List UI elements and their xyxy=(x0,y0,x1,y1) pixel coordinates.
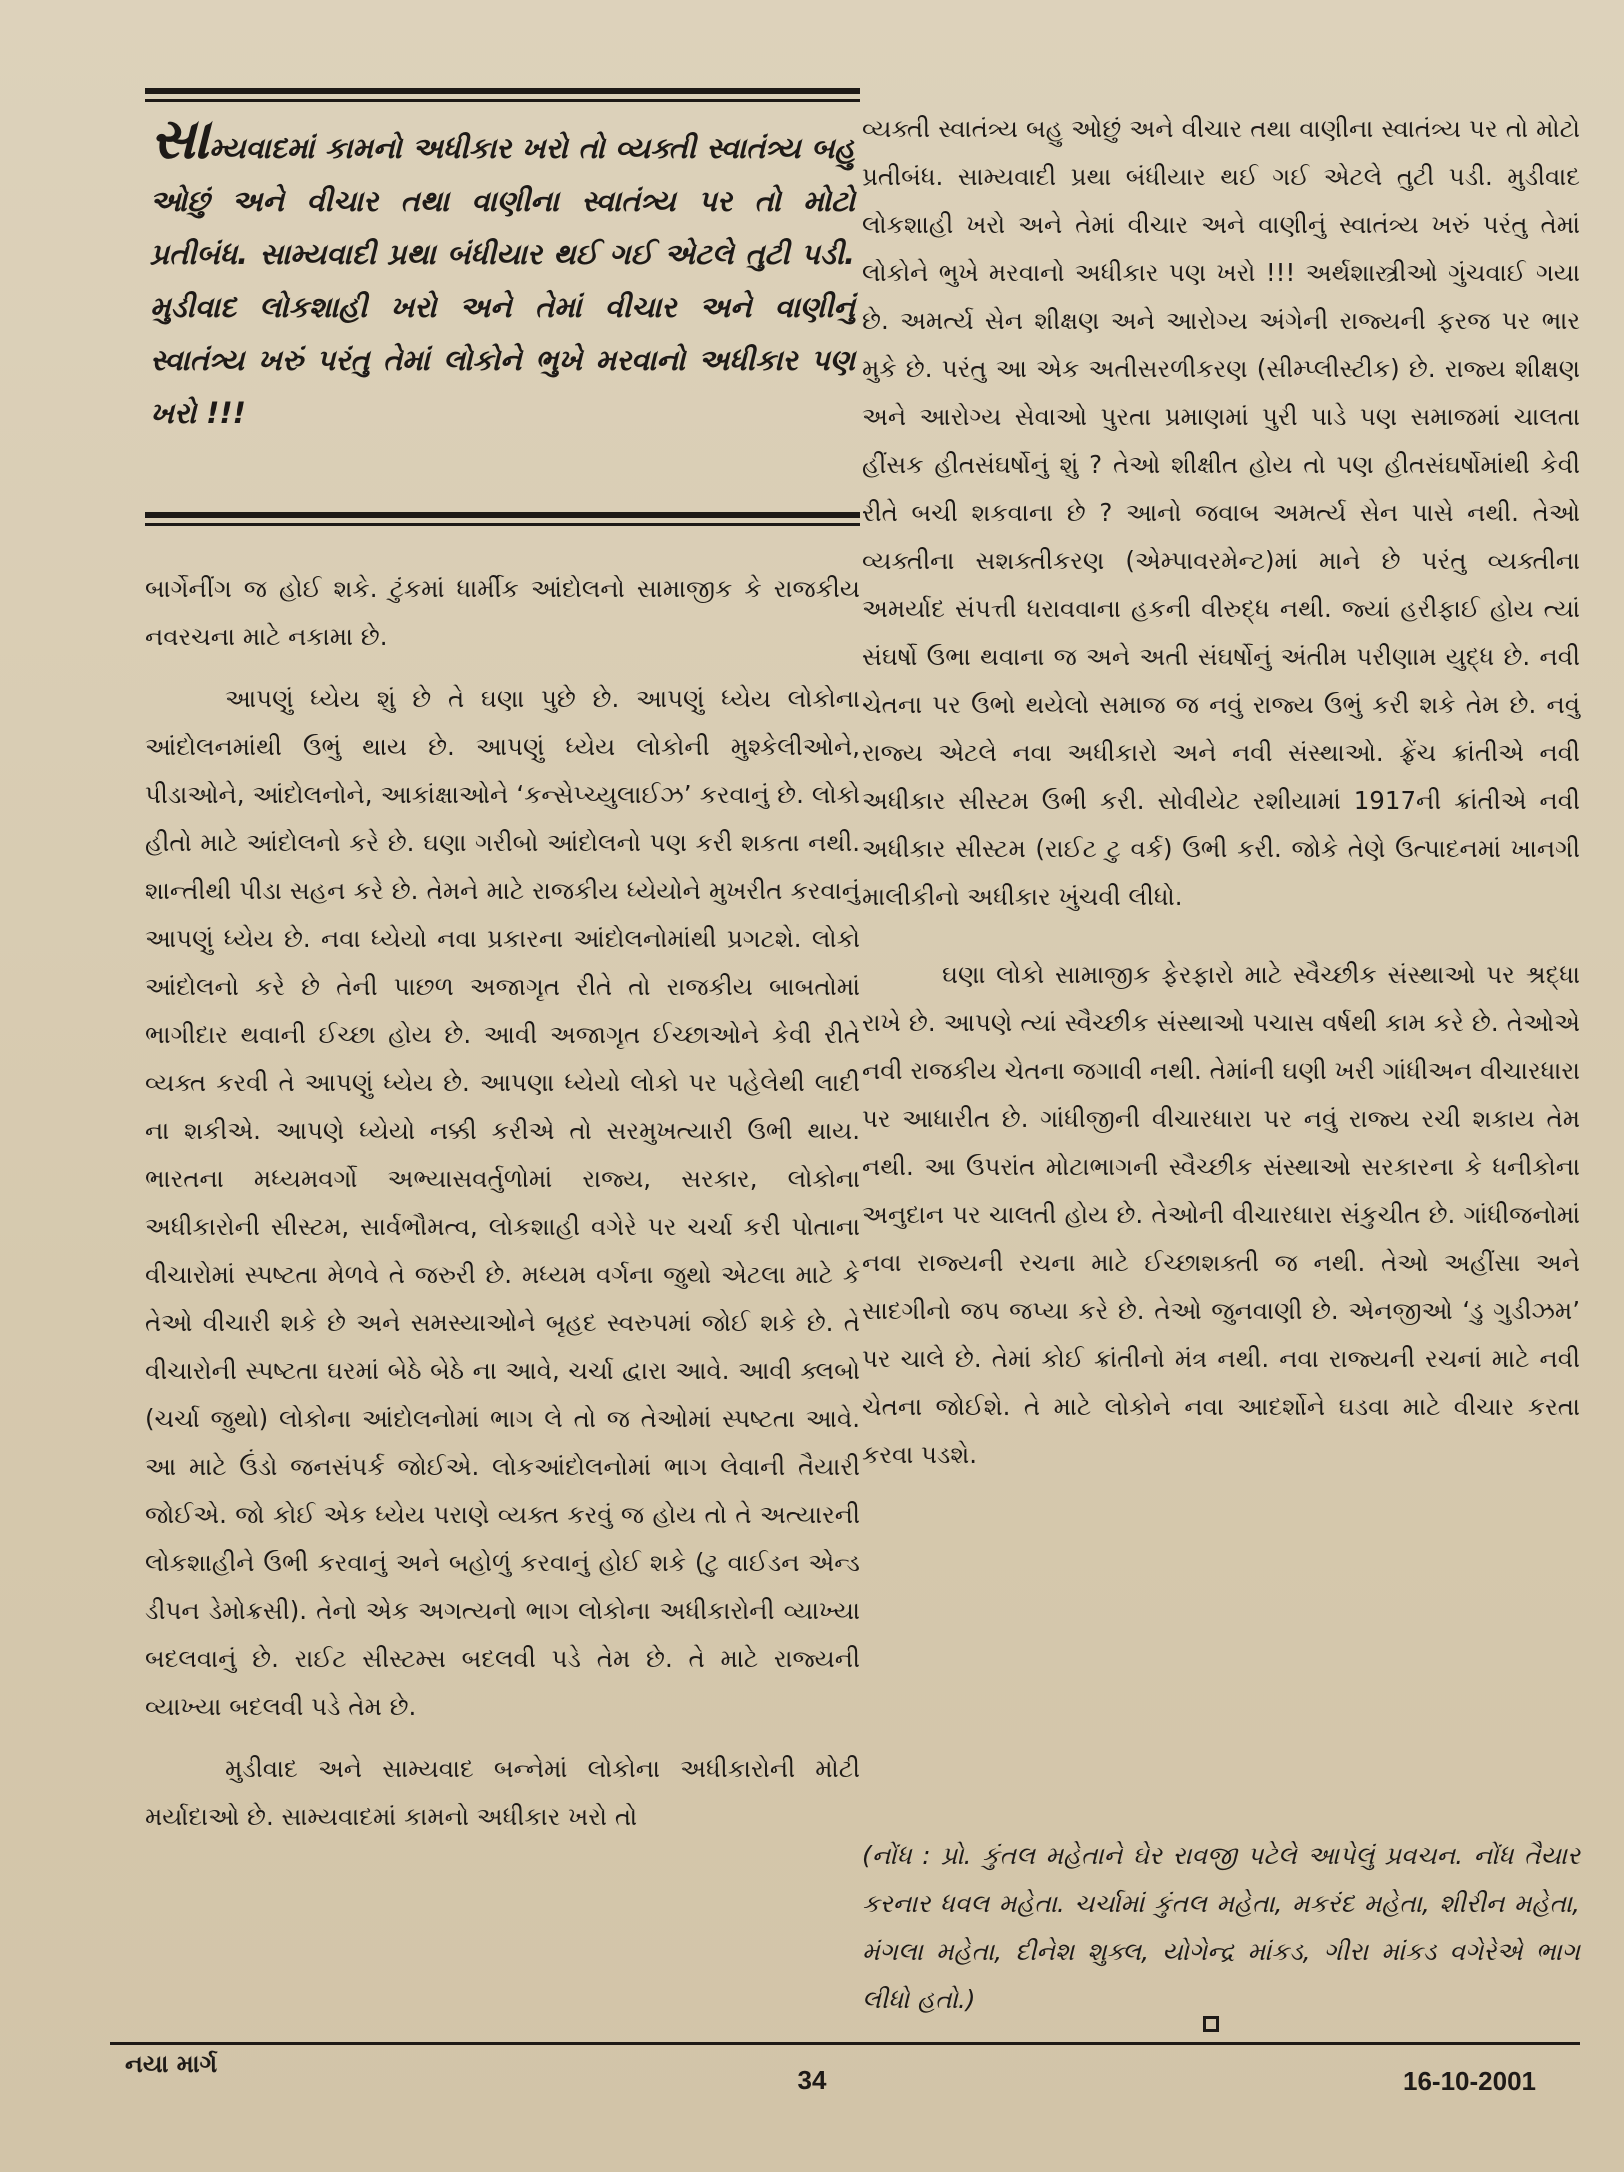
left-paragraph-1: બાર્ગેનીંગ જ હોઈ શકે. ટુંકમાં ધાર્મીક આંદોલનો સામાજીક કે રાજકીય નવરચના માટે નકામા છે. xyxy=(145,574,860,651)
left-paragraph-3: મુડીવાદ અને સામ્યવાદ બન્નેમાં લોકોના અધીકારોની મોટી મર્યાદાઓ છે. સામ્યવાદમાં કામનો અધીકાર ખરો તો xyxy=(145,1754,860,1831)
issue-date: 16-10-2001 xyxy=(1403,2066,1536,2096)
pull-quote-dropcap: સા xyxy=(150,107,210,172)
end-of-article-mark xyxy=(1203,2016,1219,2032)
publication-name: નયા માર્ગ xyxy=(125,2050,218,2078)
pull-quote xyxy=(150,107,855,440)
pull-quote-top-rule xyxy=(145,88,860,102)
footer-rule xyxy=(110,2042,1580,2045)
right-paragraph-1: વ્યક્તી સ્વાતંત્ર્ય બહુ ઓછું અને વીચાર તથા વાણીના સ્વાતંત્ર્ય પર તો મોટો પ્રતીબંધ. સામ્યવાદી પ્રથા બંધીયાર થઈ ગઈ એટલે તુટી પડી. મુડીવાદ લોકશાહી ખરો અને તેમાં વીચાર અને વાણીનું સ્વાતંત્ર્ય ખરું પરંતુ તેમાં લોકોને ભુખે મરવાનો અધીકાર પણ ખરો !!! અર્થશાસ્ત્રીઓ ગુંચવાઈ ગયા છે. અમર્ત્ય સેન શીક્ષણ અને આરોગ્ય અંગેની રાજ્યની ફરજ પર ભાર મુકે છે. પરંતુ આ એક અતીસરળીકરણ (સીમ્પ્લીસ્ટીક) છે. રાજ્ય શીક્ષણ અને આરોગ્ય સેવાઓ પુરતા પ્રમાણમાં પુરી પાડે પણ સમાજમાં ચાલતા હીંસક હીતસંઘર્ષોનું શું ? તેઓ શીક્ષીત હોય તો પણ હીતસંઘર્ષોમાંથી કેવી રીતે બચી શકવાના છે ? આનો જવાબ અમર્ત્ય સેન પાસે નથી. તેઓ વ્યક્તીના સશક્તીકરણ (એમ્પાવરમેન્ટ)માં માને છે પરંતુ વ્યક્તીના અમર્યાદ સંપત્તી ધરાવવાના હકની વીરુદ્ધ નથી. જ્યાં હરીફાઈ હોય ત્યાં સંઘર્ષો ઉભા થવાના જ અને અતી સંઘર્ષોનું અંતીમ પરીણામ યુદ્ધ છે. નવી ચેતના પર ઉભો થયેલો સમાજ જ નવું રાજ્ય ઉભું કરી શકે તેમ છે. નવું રાજ્ય એટલે નવા અધીકારો અને નવી સંસ્થાઓ. ફ્રેંચ ક્રાંતીએ નવી અધીકાર સીસ્ટમ ઉભી કરી. સોવીયેટ રશીયામાં 1917ની ક્રાંતીએ નવી અધીકાર સીસ્ટમ (રાઈટ ટુ વર્ક) ઉભી કરી. જોકે તેણે ઉત્પાદનમાં ખાનગી માલીકીનો અધીકાર ખુંચવી લીધો. xyxy=(862,114,1580,911)
right-column xyxy=(862,105,1580,1509)
left-paragraph-2: આપણું ધ્યેય શું છે તે ઘણા પુછે છે. આપણું ધ્યેય લોકોના આંદોલનમાંથી ઉભું થાય છે. આપણું ધ્યેય લોકોની મુશ્કેલીઓને, પીડાઓને, આંદોલનોને, આકાંક્ષાઓને ‘કન્સેપ્ચ્યુલાઈઝ’ કરવાનું છે. લોકો હીતો માટે આંદોલનો કરે છે. ઘણા ગરીબો આંદોલનો પણ કરી શકતા નથી. શાન્તીથી પીડા સહન કરે છે. તેમને માટે રાજકીય ધ્યેયોને મુખરીત કરવાનું આપણું ધ્યેય છે. નવા ધ્યેયો નવા પ્રકારના આંદોલનોમાંથી પ્રગટશે. લોકો આંદોલનો કરે છે તેની પાછળ અજાગૃત રીતે તો રાજકીય બાબતોમાં ભાગીદાર થવાની ઈચ્છા હોય છે. આવી અજાગૃત ઈચ્છાઓને કેવી રીતે વ્યક્ત કરવી તે આપણું ધ્યેય છે. આપણા ધ્યેયો લોકો પર પહેલેથી લાદી ના શકીએ. આપણે ધ્યેયો નક્કી કરીએ તો સરમુખત્યારી ઉભી થાય. ભારતના મધ્યમવર્ગો અભ્યાસવર્તુળોમાં રાજ્ય, સરકાર, લોકોના અધીકારોની સીસ્ટમ, સાર્વભૌમત્વ, લોકશાહી વગેરે પર ચર્ચા કરી પોતાના વીચારોમાં સ્પષ્ટતા મેળવે તે જરુરી છે. મધ્યમ વર્ગના જુથો એટલા માટે કે તેઓ વીચારી શકે છે અને સમસ્યાઓને બૃહદ સ્વરુપમાં જોઈ શકે છે. તે વીચારોની સ્પષ્ટતા ઘરમાં બેઠે બેઠે ના આવે, ચર્ચા દ્વારા આવે. આવી ક્લબો (ચર્ચા જુથો) લોકોના આંદોલનોમાં ભાગ લે તો જ તેઓમાં સ્પષ્ટતા આવે. આ માટે ઉંડો જનસંપર્ક જોઈએ. લોકઆંદોલનોમાં ભાગ લેવાની તૈયારી જોઈએ. જો કોઈ એક ધ્યેય પરાણે વ્યક્ત કરવું જ હોય તો તે અત્યારની લોકશાહીને ઉભી કરવાનું અને બહોળું કરવાનું હોઈ શકે (ટુ વાઈડન એન્ડ ડીપન ડેમોક્રસી). તેનો એક અગત્યનો ભાગ લોકોના અધીકારોની વ્યાખ્યા બદલવાનું છે. રાઈટ સીસ્ટમ્સ બદલવી પડે તેમ છે. તે માટે રાજ્યની વ્યાખ્યા બદલવી પડે તેમ છે. xyxy=(145,684,860,1721)
page-number: 34 xyxy=(797,2065,827,2095)
left-column xyxy=(145,565,860,1855)
pull-quote-bottom-rule xyxy=(145,512,860,526)
right-paragraph-2: ઘણા લોકો સામાજીક ફેરફારો માટે સ્વૈચ્છીક સંસ્થાઓ પર શ્રદ્ધા રાખે છે. આપણે ત્યાં સ્વૈચ્છીક સંસ્થાઓ પચાસ વર્ષથી કામ કરે છે. તેઓએ નવી રાજકીય ચેતના જગાવી નથી. તેમાંની ઘણી ખરી ગાંધીઅન વીચારધારા પર આધારીત છે. ગાંધીજીની વીચારધારા પર નવું રાજ્ય રચી શકાય તેમ નથી. આ ઉપરાંત મોટાભાગની સ્વૈચ્છીક સંસ્થાઓ સરકારના કે ધનીકોના અનુદાન પર ચાલતી હોય છે. તેઓની વીચારધારા સંકુચીત છે. ગાંધીજનોમાં નવા રાજ્યની રચના માટે ઈચ્છાશક્તી જ નથી. તેઓ અહીંસા અને સાદગીનો જપ જપ્યા કરે છે. તેઓ જુનવાણી છે. એનજીઓ ‘ડુ ગુડીઝમ’ પર ચાલે છે. તેમાં કોઈ ક્રાંતીનો મંત્ર નથી. નવા રાજ્યની રચનાં માટે નવી ચેતના જોઈશે. તે માટે લોકોને નવા આદર્શોને ઘડવા માટે વીચાર કરતા કરવા પડશે. xyxy=(862,960,1580,1469)
pull-quote-text: મ્યવાદમાં કામનો અધીકાર ખરો તો વ્યક્તી સ્વાતંત્ર્ય બહુ ઓછું અને વીચાર તથા વાણીના સ્વાતંત્ર્ય પર તો મોટો પ્રતીબંધ. સામ્યવાદી પ્રથા બંધીયાર થઈ ગઈ એટલે તુટી પડી. મુડીવાદ લોકશાહી ખરો અને તેમાં વીચાર અને વાણીનું સ્વાતંત્ર્ય ખરું પરંતુ તેમાં લોકોને ભુખે મરવાનો અધીકાર પણ ખરો !!! xyxy=(150,131,855,430)
editorial-note: (નોંધ : પ્રો. કુંતલ મહેતાને ઘેર રાવજી પટેલે આપેલું પ્રવચન. નોંધ તૈયાર કરનાર ધવલ મહેતા. ચર્ચામાં કુંતલ મહેતા, મકરંદ મહેતા, શીરીન મહેતા, મંગલા મહેતા, દીનેશ શુક્લ, યોગેન્દ્ર માંકડ, ગીરા માંકડ વગેરેએ ભાગ લીધો હતો.) xyxy=(862,1841,1580,2014)
